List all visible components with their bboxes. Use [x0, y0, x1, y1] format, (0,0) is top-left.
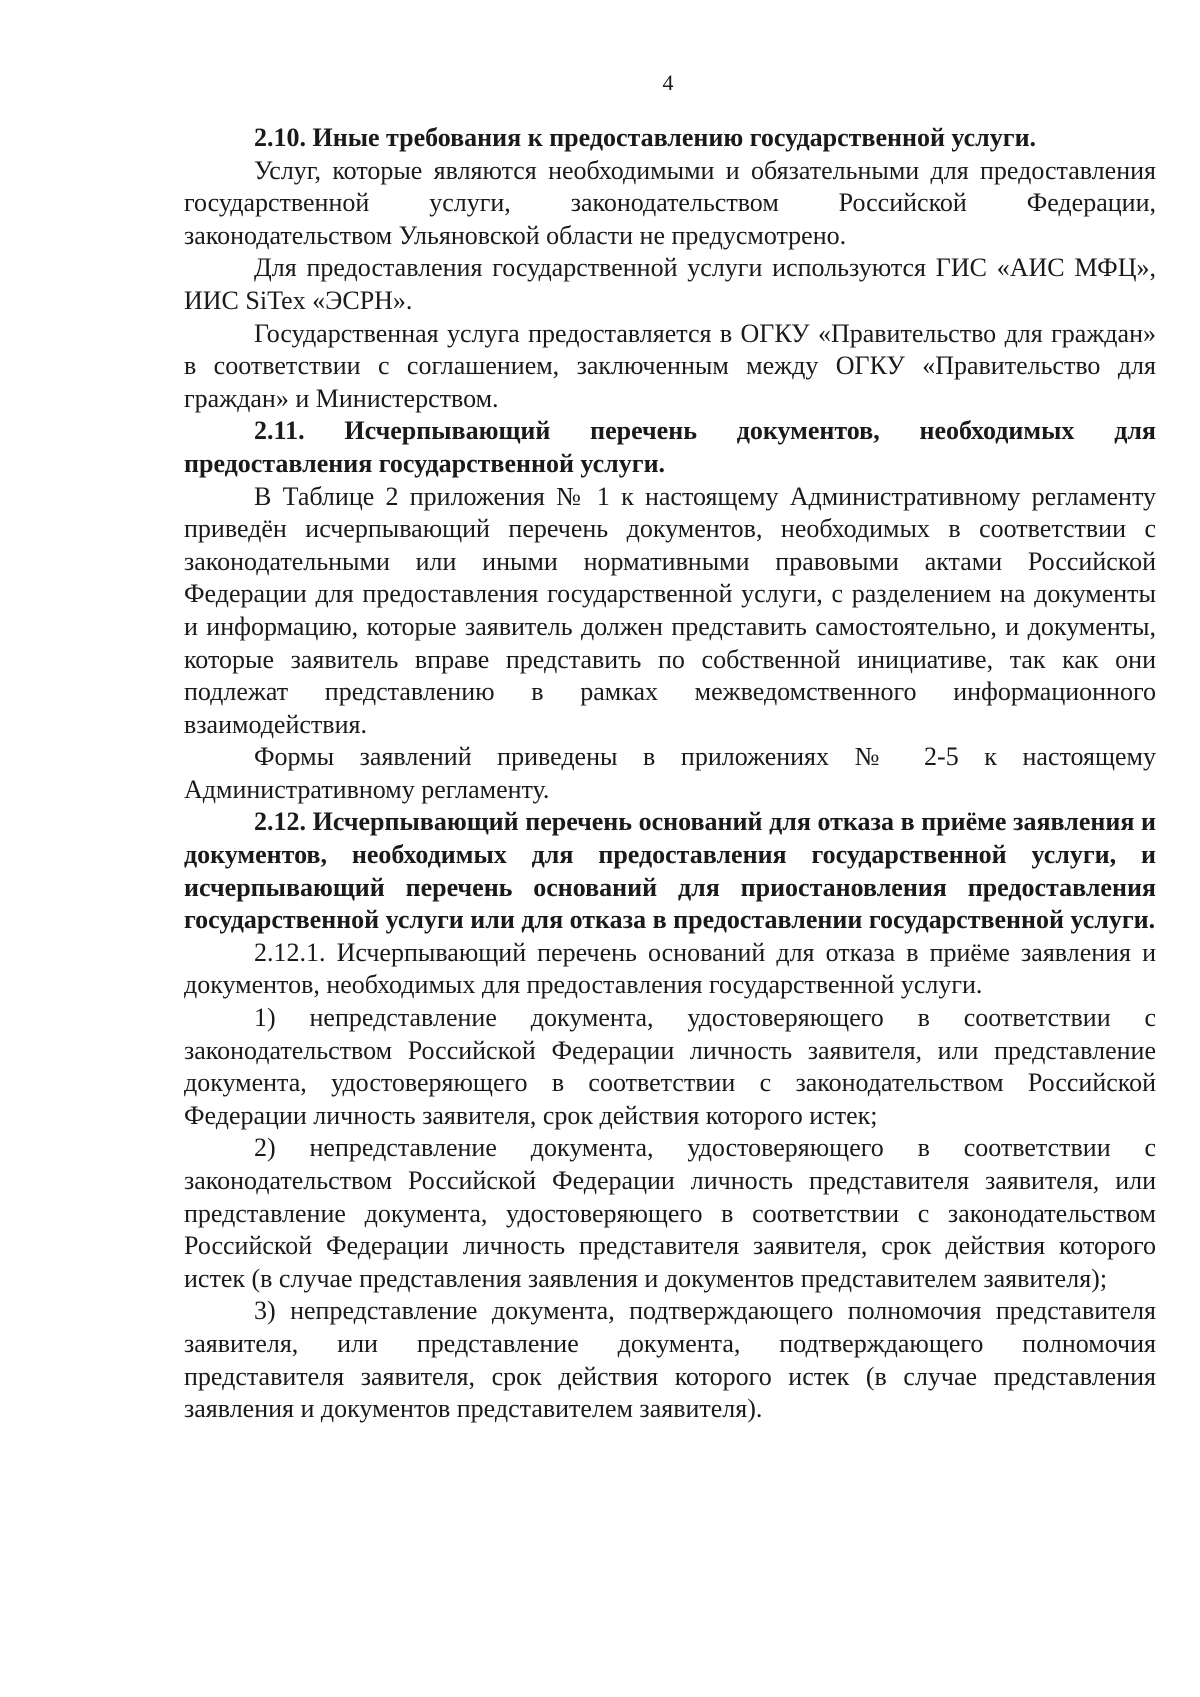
paragraph: Государственная услуга предоставляется в ОГКУ «Правительство для граждан» в соответствии с соглашением, заключенным между ОГКУ «Правительство для граждан» и Министерством. [184, 318, 1156, 413]
list-item: 1) непредставление документа, удостоверяющего в соответствии с законодательством Российской Федерации личность заявителя, или представление документа, удостоверяющего в соответствии с законодательством Российской Федерации личность заявителя, срок действия которого истек; [184, 1003, 1156, 1130]
paragraph: Услуг, которые являются необходимыми и обязательными для предоставления государственной услуги, законодательством Российской Федерации, законодательством Ульяновской области не предусмотрено. [184, 155, 1156, 250]
section-heading-2-11: 2.11. Исчерпывающий перечень документов, необходимых для предоставления государственной услуги. [184, 416, 1156, 478]
page-number: 4 [662, 70, 674, 95]
paragraph: В Таблице 2 приложения № 1 к настоящему Административному регламенту приведён исчерпывающий перечень документов, необходимых в соответствии с законодательными или иными нормативными правовыми актами Российской Федерации для предоставления государственной услуги, с разделением на документы и информацию, которые заявитель должен представить самостоятельно, и документы, которые заявитель вправе представить по собственной инициативе, так как они подлежат представлению в рамках межведомственного информационного взаимодействия. [184, 481, 1156, 739]
list-item: 2) непредставление документа, удостоверяющего в соответствии с законодательством Российской Федерации личность представителя заявителя, или представление документа, удостоверяющего в соответствии с законодательством Российской Федерации личность представителя заявителя, срок действия которого истек (в случае представления заявления и документов представителем заявителя); [184, 1133, 1156, 1293]
section-heading-2-12: 2.12. Исчерпывающий перечень оснований для отказа в приёме заявления и документов, необходимых для предоставления государственной услуги, и исчерпывающий перечень оснований для приостановления предоставления государственной услуги или для отказа в предоставлении государственной услуги. [184, 807, 1156, 935]
paragraph: 2.12.1. Исчерпывающий перечень оснований для отказа в приёме заявления и документов, необходимых для предоставления государственной услуги. [184, 937, 1156, 1000]
section-heading-2-10: 2.10. Иные требования к предоставлению государственной услуги. [254, 123, 1037, 152]
paragraph: Формы заявлений приведены в приложениях № 2-5 к настоящему Административному регламенту. [184, 742, 1156, 804]
list-item: 3) непредставление документа, подтверждающего полномочия представителя заявителя, или представление документа, подтверждающего полномочия представителя заявителя, срок действия которого истек (в случае представления заявления и документов представителем заявителя). [184, 1296, 1156, 1424]
document-body [184, 122, 1156, 1426]
paragraph: Для предоставления государственной услуги используются ГИС «АИС МФЦ», ИИС SiTex «ЭСРН». [184, 253, 1156, 315]
